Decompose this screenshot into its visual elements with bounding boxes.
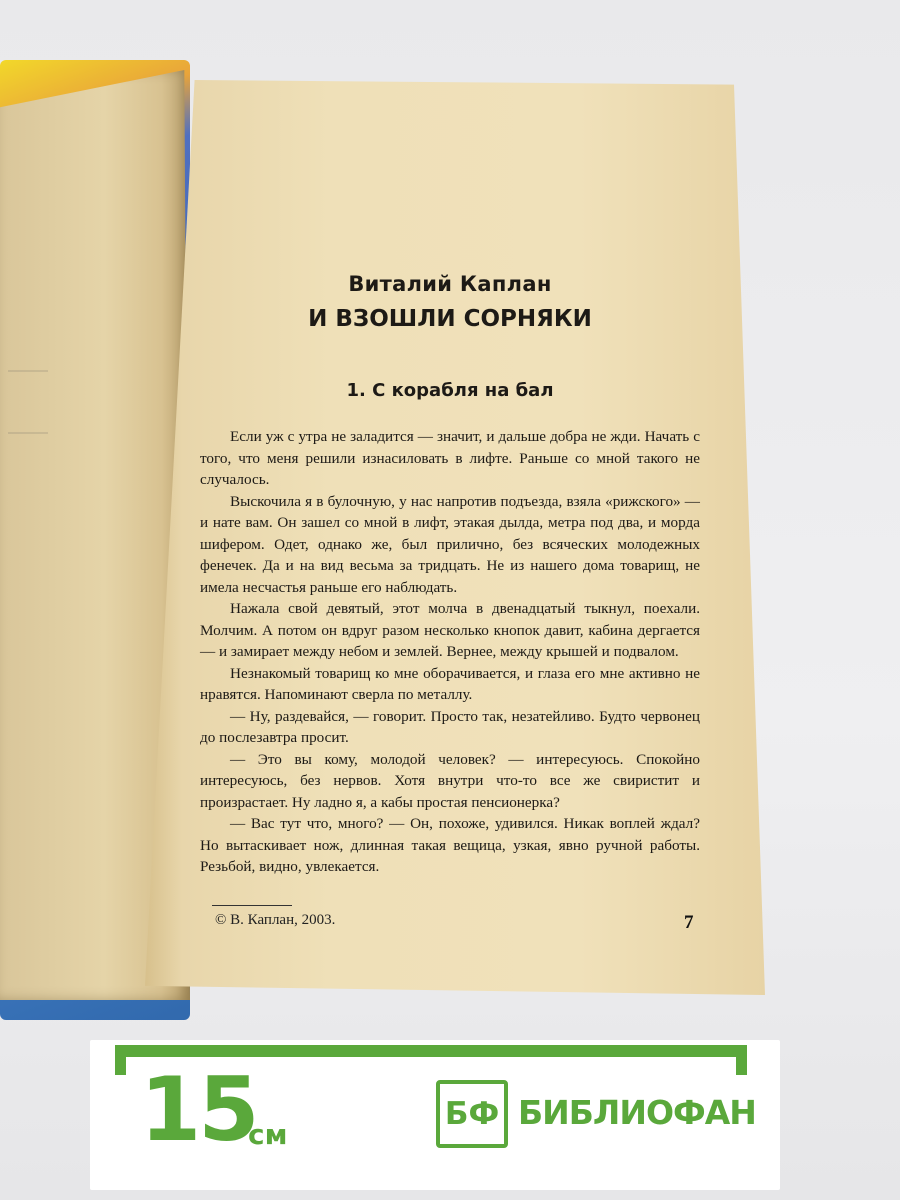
scale-ruler-bar xyxy=(115,1045,747,1057)
paragraph: Выскочила я в булочную, у нас напротив подъезда, взяла «рижского» — и нате вам. Он зашел со мной в лифт, этакая дылда, метра под два, и морда шифером. Одет, однако же, был прилично, без всяческих молодежных фенечек. Да и на вид весьма за тридцать. Не из нашего дома товарищ, не имела несчастья раньше его наблюдать. xyxy=(200,492,700,596)
scale-ruler-right-tick xyxy=(736,1045,747,1075)
paragraph: — Вас тут что, много? — Он, похоже, удивился. Никак воплей ждал? Но вытаскивает нож, длинная такая вещица, узкая, явно ручной работы. Резьбой, видно, увлекается. xyxy=(200,815,700,875)
page-number: 7 xyxy=(684,912,694,933)
scale-length-number: 15 xyxy=(140,1058,257,1161)
left-page-show-through xyxy=(8,370,48,434)
scale-ruler-left-tick xyxy=(115,1045,126,1075)
footnote-rule xyxy=(212,905,292,906)
chapter-title: 1. С корабля на бал xyxy=(346,380,554,401)
author-name: Виталий Каплан xyxy=(348,272,552,296)
page-text-block xyxy=(200,270,700,878)
paragraph: Нажала свой девятый, этот молча в двенадцатый тыкнул, поехали. Молчим. А потом он вдруг разом несколько кнопок давит, кабина дергается — и замирает между небом и землей. Вернее, между крышей и подвалом. xyxy=(200,600,700,660)
bibliofan-logo-icon xyxy=(436,1080,508,1148)
book-title: И ВЗОШЛИ СОРНЯКИ xyxy=(308,306,592,332)
paragraph: — Это вы кому, молодой человек? — интересуюсь. Спокойно интересуюсь, без нервов. Хотя внутри что-то все же свиристит и произрастает. Ну ладно я, а кабы простая пенсионерка? xyxy=(200,750,700,811)
copyright-note: © В. Каплан, 2003. xyxy=(215,912,336,928)
paragraph: — Ну, раздевайся, — говорит. Просто так, незатейливо. Будто червонец до послезавтра просит. xyxy=(200,707,700,746)
body-text xyxy=(200,426,700,878)
brand-name: БИБЛИОФАН xyxy=(518,1093,756,1132)
paragraph: Если уж с утра не заладится — значит, и дальше добра не жди. Начать с того, что меня решили изнасиловать в лифте. Раньше со мной такого не случалось. xyxy=(200,428,700,488)
scale-length-unit: см xyxy=(248,1118,288,1151)
paragraph: Незнакомый товарищ ко мне оборачивается, и глаза его мне активно не нравятся. Напоминают сверла по металлу. xyxy=(200,664,700,703)
logo-letters: БФ xyxy=(444,1096,500,1132)
